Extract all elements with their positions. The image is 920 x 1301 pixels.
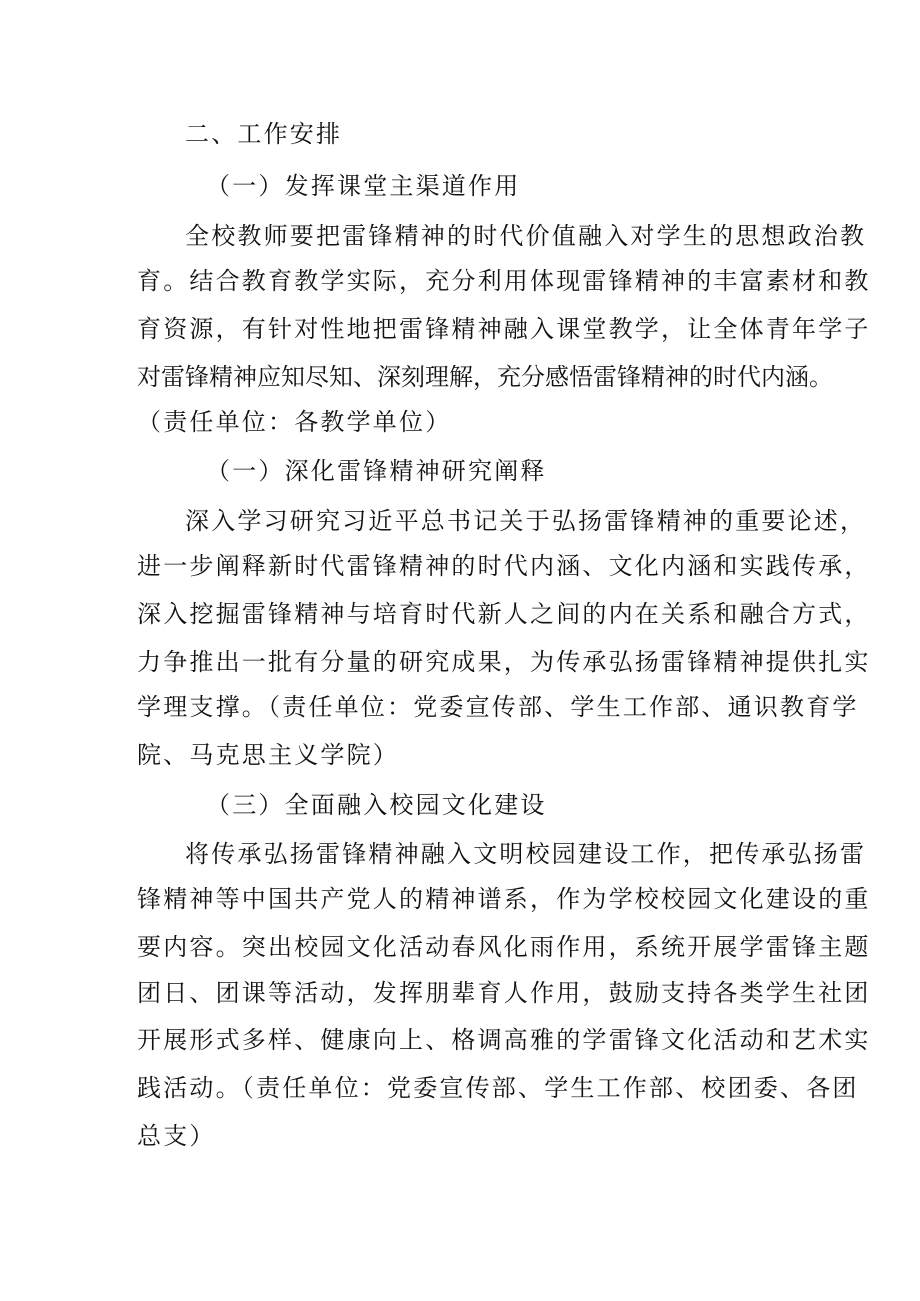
- paragraph-3-line-7: 总支）: [137, 1122, 216, 1150]
- paragraph-2-line-4: 力争推出一批有分量的研究成果，为传承弘扬雷锋精神提供扎实: [137, 648, 871, 676]
- section-heading: 二、工作安排: [185, 120, 343, 148]
- paragraph-3-line-2: 锋精神等中国共产党人的精神谱系，作为学校校园文化建设的重: [137, 885, 871, 913]
- paragraph-2-line-3: 深入挖掘雷锋精神与培育时代新人之间的内在关系和融合方式，: [137, 600, 871, 628]
- paragraph-2-line-5: 学理支撑。（责任单位：党委宣传部、学生工作部、通识教育学: [137, 693, 859, 721]
- paragraph-3-line-5: 开展形式多样、健康向上、格调高雅的学雷锋文化活动和艺术实: [137, 1026, 871, 1054]
- paragraph-1-line-4: 对雷锋精神应知尽知、深刻理解，充分感悟雷锋精神的时代内涵。: [137, 363, 833, 391]
- subsection-heading-2: （一）深化雷锋精神研究阐释: [206, 457, 547, 485]
- paragraph-3-line-4: 团日、团课等活动，发挥朋辈育人作用，鼓励支持各类学生社团: [137, 979, 871, 1007]
- paragraph-1-line-2: 育。结合教育教学实际，充分利用体现雷锋精神的丰富素材和教: [137, 267, 871, 295]
- paragraph-1-line-5: （责任单位：各教学单位）: [137, 408, 452, 436]
- paragraph-2-line-6: 院、马克思主义学院）: [137, 741, 399, 769]
- subsection-heading-1: （一）发挥课堂主渠道作用: [206, 172, 521, 200]
- paragraph-1-line-1: 全校教师要把雷锋精神的时代价值融入对学生的思想政治教: [185, 222, 867, 250]
- paragraph-3-line-1: 将传承弘扬雷锋精神融入文明校园建设工作，把传承弘扬雷: [185, 840, 867, 868]
- paragraph-1-line-3: 育资源，有针对性地把雷锋精神融入课堂教学，让全体青年学子: [137, 315, 871, 343]
- paragraph-3-line-6: 践活动。（责任单位：党委宣传部、学生工作部、校团委、各团: [137, 1074, 859, 1102]
- subsection-heading-3: （三）全面融入校园文化建设: [206, 791, 547, 819]
- paragraph-3-line-3: 要内容。突出校园文化活动春风化雨作用，系统开展学雷锋主题: [137, 933, 871, 961]
- paragraph-2-line-2: 进一步阐释新时代雷锋精神的时代内涵、文化内涵和实践传承，: [137, 552, 871, 580]
- paragraph-2-line-1: 深入学习研究习近平总书记关于弘扬雷锋精神的重要论述，: [185, 507, 867, 535]
